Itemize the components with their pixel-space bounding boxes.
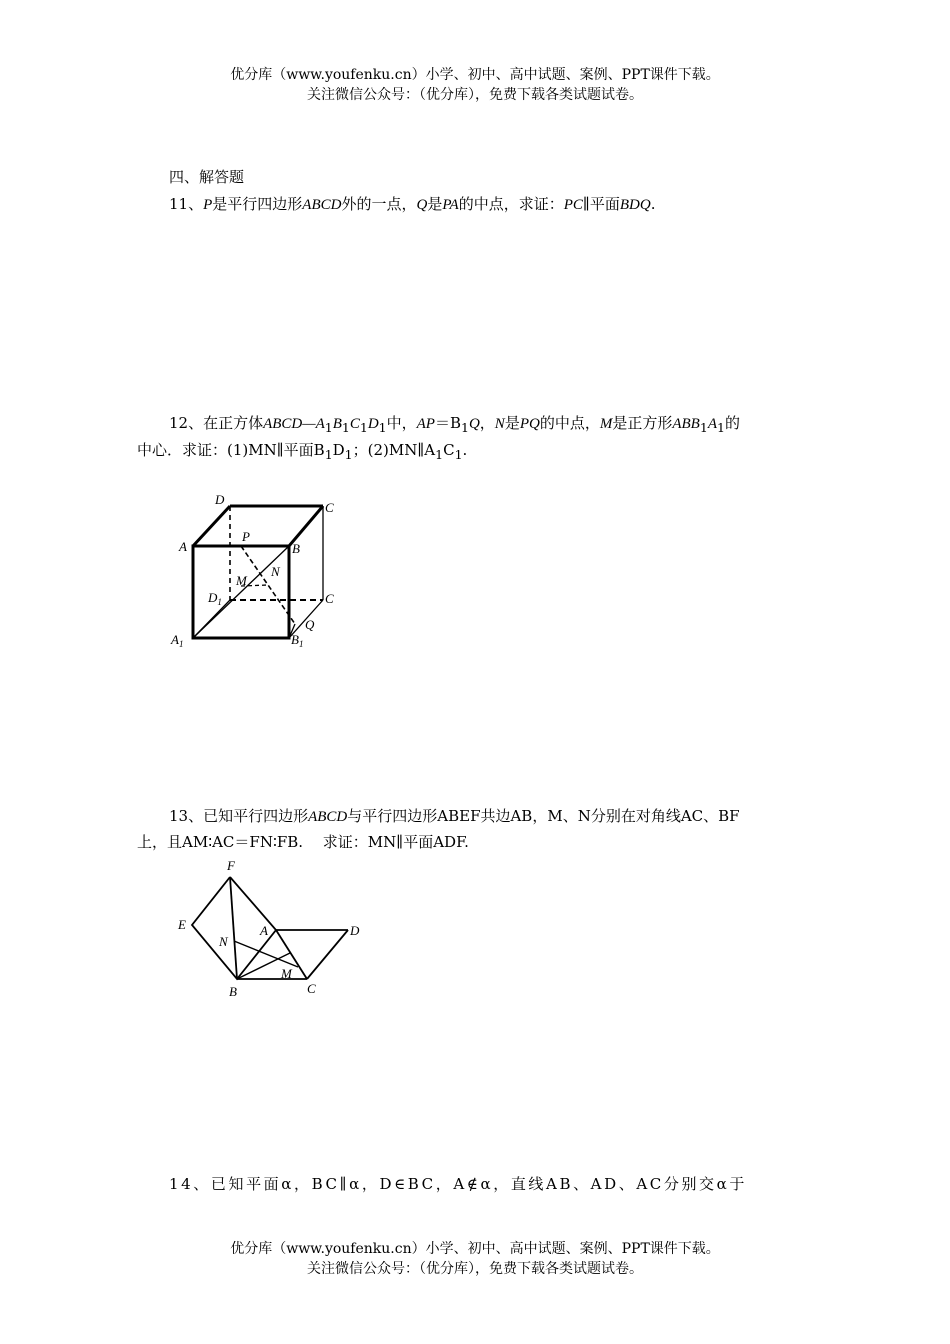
cube-label-B: B [292, 541, 300, 556]
question-14: 14、已知平面α，BC∥α，D∈BC，A∉α，直线AB、AD、AC分别交α于 [169, 1175, 747, 1193]
parallelogram-figure [170, 853, 370, 1003]
fig13-label-C: C [307, 981, 316, 996]
cube-label-B1: $B_1$ [291, 632, 304, 649]
fig13-label-B: B [229, 984, 237, 999]
fig13-label-F: F [227, 858, 235, 873]
footer-line-2: 关注微信公众号：（优分库），免费下载各类试题试卷。 [307, 1261, 643, 1277]
cube-label-A1: $A_1$ [171, 632, 184, 649]
question-13-line-1: 13、已知平行四边形ABCD与平行四边形ABEF共边AB，M、N分别在对角线AC、BF [169, 807, 740, 825]
header-line-1: 优分库（www.youfenku.cn）小学、初中、高中试题、案例、PPT课件下载。 [230, 67, 720, 83]
question-12-line-2: 中心．求证：(1)MN∥平面$B_1D_1$；$(2)MN\parallel A_1C_1$. [137, 441, 468, 462]
cube-label-Q: Q [305, 617, 315, 632]
header-line-2: 关注微信公众号：（优分库），免费下载各类试题试卷。 [307, 87, 643, 103]
cube-label-C: C [325, 500, 334, 515]
cube-label-N: N [271, 564, 280, 579]
fig13-label-D: D [350, 923, 360, 938]
cube-label-C1: C [325, 591, 334, 606]
cube-figure [165, 490, 345, 655]
question-13-line-2: 上，且AM∶AC＝FN∶FB. 求证：MN∥平面ADF. [137, 833, 469, 851]
section-title: 四、解答题 [169, 168, 245, 186]
question-12-line-1: 12、在正方体$ABCD—A_1B_1C_1D_1$中，$AP=B_1Q$，N是PQ的中点，M是正方形$ABB_1A_1$的 [169, 414, 740, 435]
footer-line-1: 优分库（www.youfenku.cn）小学、初中、高中试题、案例、PPT课件下载。 [230, 1241, 720, 1257]
question-11: 11、P是平行四边形ABCD外的一点，Q是PA的中点，求证：PC∥平面BDQ. [169, 195, 656, 213]
cube-label-D: D [215, 492, 225, 507]
cube-label-M: M [236, 573, 247, 588]
fig13-label-A: A [260, 923, 268, 938]
cube-label-A: A [179, 539, 187, 554]
fig13-label-M: M [281, 966, 292, 981]
fig13-label-E: E [178, 917, 186, 932]
cube-label-P: P [242, 529, 250, 544]
cube-label-D1: $D_1$ [208, 590, 222, 607]
fig13-label-N: N [219, 934, 228, 949]
